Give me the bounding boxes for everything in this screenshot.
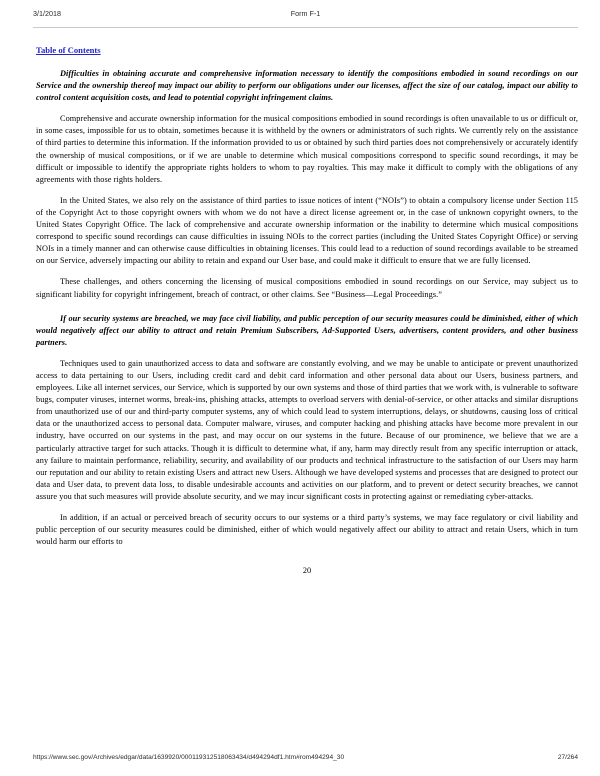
risk-factor-heading: Difficulties in obtaining accurate and comprehensive information necessary to identify the compositions embodied in sound recordings on our Service and the ownership thereof may impact our ability to perform our obligations under our licenses, affect the size of our catalog, impact our ability to control content acquisition costs, and lead to potential copyright infringement claims. (36, 69, 578, 103)
print-footer-page-count: 27/264 (557, 754, 578, 761)
body-paragraph: Techniques used to gain unauthorized access to data and software are constantly evolving, and we may be unable to anticipate or prevent unauthorized access to data pertaining to our Users, including credit card and debit card information and other personal data about our Users, business partners, and employees. Like all internet services, our Service, which is supported by our own systems and those of third parties that we work with, is vulnerable to software bugs, computer viruses, internet worms, break-ins, phishing attacks, attempts to overload servers with denial-of-service, or other attacks and similar disruptions from unauthorized use of our and third-party computer systems, any of which could lead to system interruptions, delays, or shutdowns, causing loss of critical data or the unauthorized access to personal data. Computer malware, viruses, and computer hacking and phishing attacks have become more prevalent in our industry, have occurred on our systems in the past, and may occur on our systems in the future. Because of our prominence, we believe that we are a particularly attractive target for such attacks. Though it is difficult to determine what, if any, harm may directly result from any specific interruption or attack, any failure to maintain performance, reliability, security, and availability of our products and technical infrastructure to the satisfaction of our Users may harm our reputation and our ability to retain existing Users and attract new Users. Although we have developed systems and processes that are designed to protect our data and User data, to prevent data loss, to disable undesirable accounts and activities on our platform, and to prevent or detect security breaches, we cannot assure you that such measures will provide absolute security, and we may incur significant costs in protecting against or remediating cyber-attacks. (36, 358, 578, 501)
page-number: 20 (302, 566, 312, 576)
document-body (36, 40, 578, 577)
print-footer (33, 754, 578, 766)
print-header-title: Form F-1 (290, 9, 321, 18)
header-divider (33, 27, 578, 28)
print-header-date: 3/1/2018 (33, 9, 61, 18)
body-paragraph: These challenges, and others concerning the licensing of musical compositions embodied in sound recordings on our Service, may subject us to significant liability for copyright infringement, breach of contract, or other claims. See “Business—Legal Proceedings.” (36, 277, 578, 299)
body-paragraph: In the United States, we also rely on the assistance of third parties to issue notices of intent (“NOIs”) to obtain a compulsory license under Section 115 of the Copyright Act to those copyright owners with whom we do not have a direct license agreement or, in the case of unknown copyright owners, to the United States Copyright Office. The lack of comprehensive and accurate ownership information or the inability to determine which musical compositions correspond to specific sound recordings can cause difficulties in issuing NOIs to the correct parties (including the United States Copyright Office) or serving NOIs in a timely manner and can otherwise cause difficulties in obtaining licenses. This could lead to a reduction of sound recordings available to be streamed on our Service, adversely impacting our ability to retain and expand our User base, and could make it difficult to ensure that we are fully licensed. (36, 195, 578, 266)
body-paragraph: Comprehensive and accurate ownership information for the musical compositions embodied in sound recordings is often unavailable to us or difficult or, in some cases, impossible for us to obtain, sometimes because it is withheld by the owners or administrators of such rights. We currently rely on the assistance of third parties to determine this information. If the information provided to us or obtained by such third parties does not comprehensively or accurately identify the ownership of musical compositions, or if we are unable to determine which musical compositions correspond to specific sound recordings, it may be difficult or impossible to identify the appropriate rights holders to whom to pay royalties. This may make it difficult to comply with the obligations of any agreements with those rights holders. (36, 114, 578, 184)
content-blocks (36, 68, 578, 548)
print-footer-url: https://www.sec.gov/Archives/edgar/data/1639920/000119312518063434/d494294df1.htm#rom494294_30 (33, 754, 345, 761)
risk-factor-heading: If our security systems are breached, we may face civil liability, and public perception of our security measures could be diminished, either of which would negatively affect our ability to attract and retain Premium Subscribers, Ad-Supported Users, advertisers, content providers, and other business partners. (36, 313, 578, 347)
print-header (33, 9, 578, 23)
table-of-contents-link[interactable]: Table of Contents (36, 45, 101, 55)
body-paragraph: In addition, if an actual or perceived breach of security occurs to our systems or a third party’s systems, we may face regulatory or civil liability and public perception of our security measures could be diminished, either of which would negatively affect our ability to attract and retain Users, which in turn would harm our efforts to (36, 513, 578, 547)
